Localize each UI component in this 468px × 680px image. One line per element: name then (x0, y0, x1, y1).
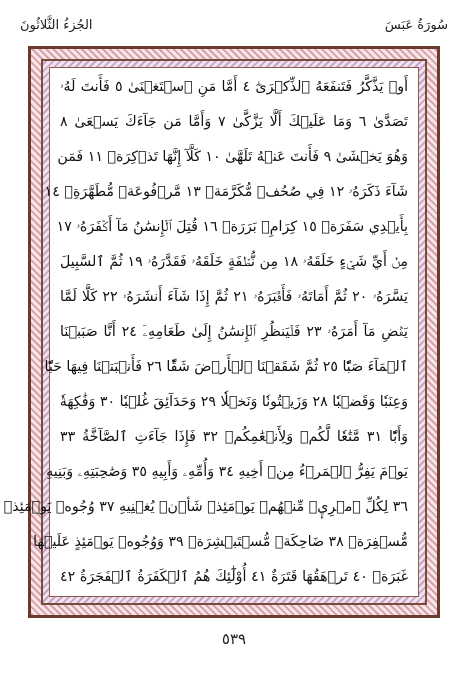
verse-line: يَوۡمَ يَفِرُّ ٱلۡمَرۡءُ مِنۡ أَخِيهِ ٣٤ وَأُمِّهِۦ وَأَبِيهِ ٣٥ وَصَٰحِبَتِهِۦ وَبَنِيهِ (46, 464, 408, 480)
juz-name: الجُزءُ الثَّلاثُونَ (20, 17, 93, 33)
verse-line: شَآءَ ذَكَرَهُۥ ١٢ فِي صُحُفٖ مُّكَرَّمَةٖ ١٣ مَّرۡفُوعَةٖ مُّطَهَّرَةِۭ ١٤ (44, 184, 408, 200)
page-header (20, 14, 448, 36)
verse-lines (3, 76, 409, 588)
verse-line: ٣٦ لِكُلِّ ٱمۡرِيٕٖ مِّنۡهُمۡ يَوۡمَئِذٖ شَأۡنٞ يُغۡنِيهِ ٣٧ وُجُوهٞ يَوۡمَئِذٖ (3, 499, 408, 515)
verse-line: أَوۡ يَذَّكَّرُ فَتَنفَعَهُ ٱلذِّكۡرَىٰٓ ٤ أَمَّا مَنِ ٱسۡتَغۡنَىٰ ٥ فَأَنتَ لَهُۥ (60, 79, 409, 95)
text-panel (3, 67, 419, 597)
verse-line: يَقۡضِ مَآ أَمَرَهُۥ ٢٣ فَلۡيَنظُرِ ٱلۡإِنسَٰنُ إِلَىٰ طَعَامِهِۦٓ ٢٤ أَنَّا صَبَبۡنَا (60, 324, 408, 340)
verse-line: وَعِنَبٗا وَقَضۡبٗا ٢٨ وَزَيۡتُونٗا وَنَخۡلٗا ٢٩ وَحَدَآئِقَ غُلۡبٗا ٣٠ وَفَٰكِهَةٗ (59, 394, 408, 410)
verse-line: تَصَدَّىٰ ٦ وَمَا عَلَيۡكَ أَلَّا يَزَّكَّىٰ ٧ وَأَمَّا مَن جَآءَكَ يَسۡعَىٰ ٨ (60, 114, 408, 130)
verse-line: وَأَبّٗا ٣١ مَّتَٰعٗا لَّكُمۡ وَلِأَنۡعَٰمِكُمۡ ٣٢ فَإِذَا جَآءَتِ ٱلصَّآخَّةُ ٣٣ (60, 429, 409, 445)
verse-line: مِنۡ أَيِّ شَيۡءٍ خَلَقَهُۥ ١٨ مِن نُّطۡفَةٍ خَلَقَهُۥ فَقَدَّرَهُۥ ١٩ ثُمَّ ٱلسَّبِيلَ (60, 254, 408, 270)
verse-line: مُّسۡفِرَةٞ ٣٨ ضَاحِكَةٞ مُّسۡتَبۡشِرَةٞ ٣٩ وَوُجُوهٞ يَوۡمَئِذٍ عَلَيۡهَا (33, 534, 408, 550)
verse-line: بِأَيۡدِي سَفَرَةٖ ١٥ كِرَامِۭ بَرَرَةٖ ١٦ قُتِلَ ٱلۡإِنسَٰنُ مَآ أَكۡفَرَهُۥ ١٧ (56, 219, 408, 235)
ornamental-frame (3, 46, 440, 618)
verse-line: ٱلۡمَآءَ صَبّٗا ٢٥ ثُمَّ شَقَقۡنَا ٱلۡأَرۡضَ شَقّٗا ٢٦ فَأَنۢبَتۡنَا فِيهَا حَبّٗا (44, 359, 408, 375)
surah-name: سُورَةُ عَبَسَ (384, 17, 448, 33)
verse-line: وَهُوَ يَخۡشَىٰ ٩ فَأَنتَ عَنۡهُ تَلَهَّىٰ ١٠ كَلَّآ إِنَّهَا تَذۡكِرَةٞ ١١ فَمَن (57, 149, 408, 165)
frame-band (3, 59, 427, 605)
verse-line: غَبَرَةٞ ٤٠ تَرۡهَقُهَا قَتَرَةٌ ٤١ أُوْلَٰٓئِكَ هُمُ ٱلۡكَفَرَةُ ٱلۡفَجَرَةُ ٤٢ (60, 569, 408, 585)
page-number: ٥٣٩ (221, 630, 247, 648)
verse-line: يَسَّرَهُۥ ٢٠ ثُمَّ أَمَاتَهُۥ فَأَقۡبَرَهُۥ ٢١ ثُمَّ إِذَا شَآءَ أَنشَرَهُۥ ٢٢ كَلَّا لَمَّا (60, 289, 408, 305)
